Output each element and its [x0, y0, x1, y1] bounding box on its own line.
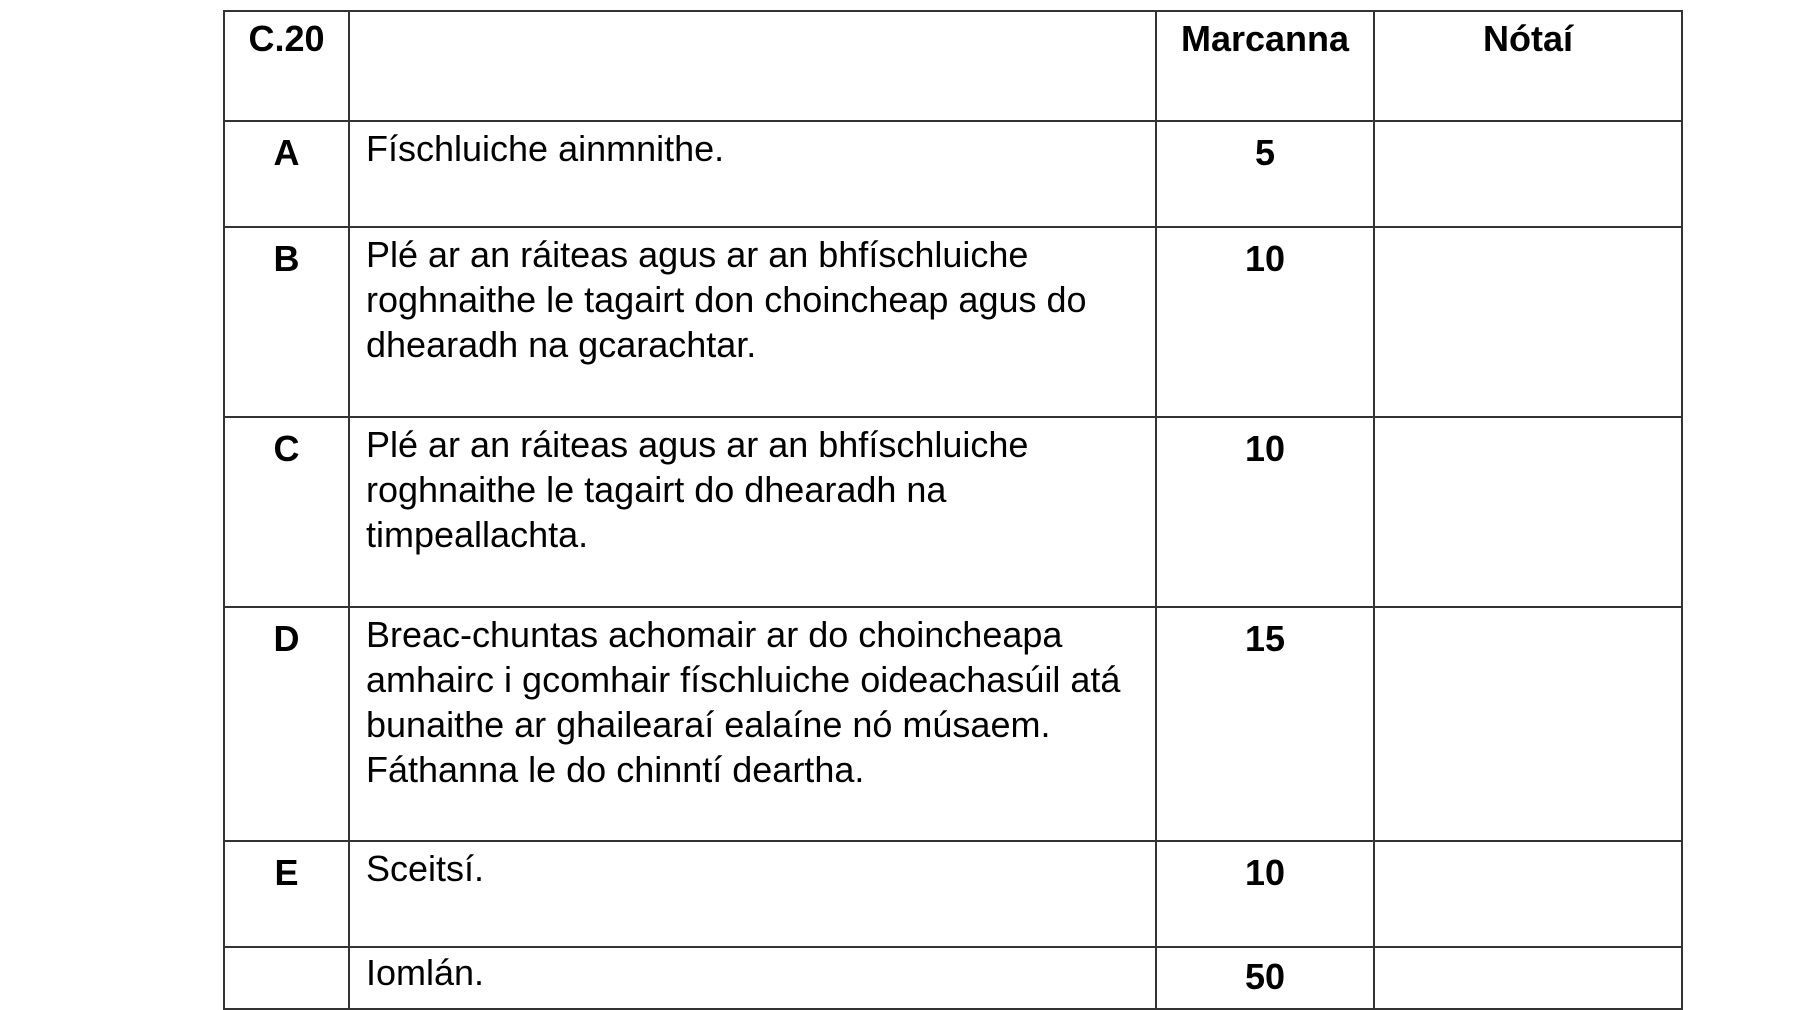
table-row	[224, 607, 1682, 841]
notes-column-header: Nótaí	[1374, 11, 1682, 121]
row-label: A	[224, 121, 349, 227]
row-notes	[1374, 417, 1682, 607]
row-notes	[1374, 841, 1682, 947]
table-row	[224, 417, 1682, 607]
header-row	[224, 11, 1682, 121]
row-label: C	[224, 417, 349, 607]
row-description: Plé ar an ráiteas agus ar an bhfíschluiche roghnaithe le tagairt don choincheap agus do dhearadh na gcarachtar.	[349, 227, 1156, 417]
table-row	[224, 841, 1682, 947]
table-row	[224, 121, 1682, 227]
row-marks: 15	[1156, 607, 1374, 841]
marks-column-header: Marcanna	[1156, 11, 1374, 121]
marking-scheme-table	[223, 10, 1683, 1010]
row-notes	[1374, 227, 1682, 417]
row-description: Físchluiche ainmnithe.	[349, 121, 1156, 227]
row-description: Plé ar an ráiteas agus ar an bhfíschluiche roghnaithe le tagairt do dhearadh na timpeallachta.	[349, 417, 1156, 607]
row-label: D	[224, 607, 349, 841]
row-description: Sceitsí.	[349, 841, 1156, 947]
row-notes	[1374, 607, 1682, 841]
total-description: Iomlán.	[349, 947, 1156, 1009]
row-label: E	[224, 841, 349, 947]
total-row	[224, 947, 1682, 1009]
total-notes	[1374, 947, 1682, 1009]
total-marks: 50	[1156, 947, 1374, 1009]
row-notes	[1374, 121, 1682, 227]
table-row	[224, 227, 1682, 417]
row-marks: 10	[1156, 417, 1374, 607]
row-marks: 10	[1156, 227, 1374, 417]
question-number: C.20	[224, 11, 349, 121]
row-marks: 10	[1156, 841, 1374, 947]
row-marks: 5	[1156, 121, 1374, 227]
header-description-cell	[349, 11, 1156, 121]
total-label	[224, 947, 349, 1009]
row-description: Breac-chuntas achomair ar do choincheapa amhairc i gcomhair físchluiche oideachasúil atá bunaithe ar ghailearaí ealaíne nó músaem. Fáthanna le do chinntí deartha.	[349, 607, 1156, 841]
row-label: B	[224, 227, 349, 417]
